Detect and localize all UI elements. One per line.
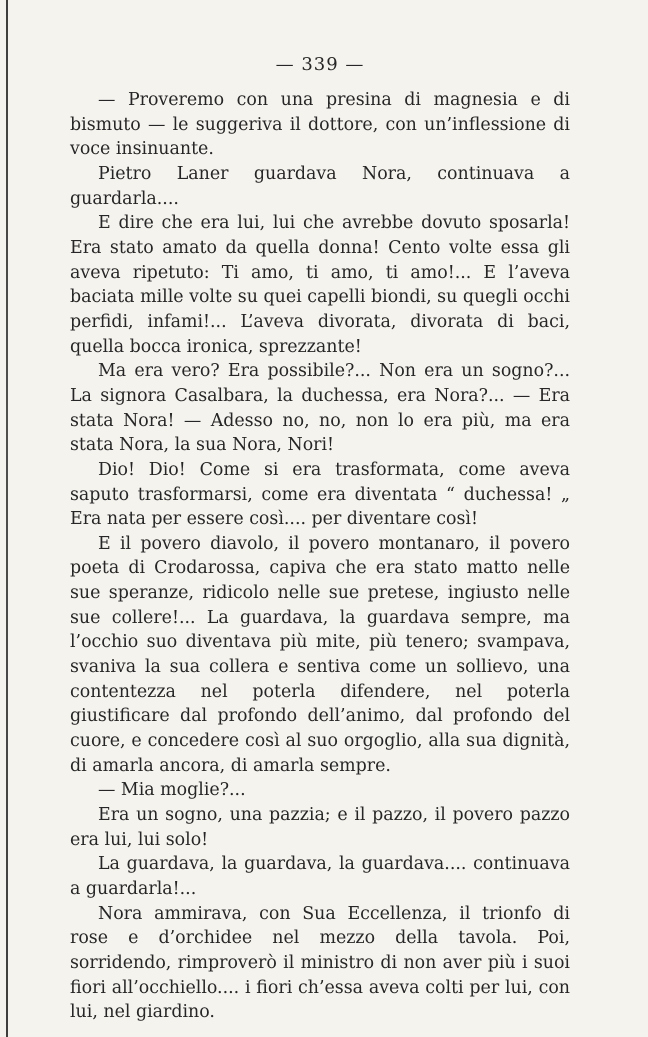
paragraph-1: — Proveremo con una presina di magnesia e di bismuto — le suggeriva il dottore, con un’inflessione di voce insinuante. bbox=[70, 90, 570, 160]
paragraph-6: E il povero diavolo, il povero montanaro, il povero poeta di Crodarossa, capiva che era stato matto nelle sue speranze, ridicolo nelle sue pretese, ingiusto nelle sue collere!... La guardava, la guardava sempre, ma l’occhio suo diventava più mite, più tenero; svampava, svaniva la sua collera e sentiva come un sollievo, una contentezza nel poterla difendere, nel poterla giustificare dal profondo dell’animo, dal profondo del cuore, e concedere così al suo orgoglio, alla sua dignità, di amarla ancora, di amarla sempre. bbox=[70, 533, 570, 776]
paragraph-5: Dio! Dio! Come si era trasformata, come aveva saputo trasformarsi, come era diventata “ duchessa! „ Era nata per essere così.... per diventare così! bbox=[70, 459, 570, 530]
paragraph-9: La guardava, la guardava, la guardava.... continuava a guardarla!... bbox=[70, 854, 570, 899]
paragraph-4: Ma era vero? Era possibile?... Non era un sogno?... La signora Casalbara, la duchessa, era Nora?... — Era stata Nora! — Adesso no, no, non lo era più, ma era stata Nora, la sua Nora, Nori! bbox=[70, 361, 570, 456]
paragraph-2: Pietro Laner guardava Nora, continuava a guardarla.... bbox=[70, 163, 570, 209]
paragraph-3: E dire che era lui, lui che avrebbe dovuto sposarla! Era stato amato da quella donna! Cento volte essa gli aveva ripetuto: Ti amo, ti amo, ti amo!... E l’aveva baciata mille volte su quei capelli biondi, su quegli occhi perfidi, infami!... L’aveva divorata, divorata di baci, quella bocca ironica, sprezzante! bbox=[70, 213, 570, 357]
paragraph-7: — Mia moglie?... bbox=[98, 780, 246, 801]
page-number: — 339 — bbox=[275, 54, 365, 75]
binding-edge bbox=[6, 0, 8, 1037]
text-block bbox=[70, 54, 570, 1025]
paragraph-10: Nora ammirava, con Sua Eccellenza, il trionfo di rose e d’orchidee nel mezzo della tavola. Poi, sorridendo, rimproverò il ministro di non aver più i suoi fiori all’occhiello.... i fiori ch’essa aveva colti per lui, con lui, nel giardino. bbox=[70, 903, 570, 1023]
paragraph-8: Era un sogno, una pazzia; e il pazzo, il povero pazzo era lui, lui solo! bbox=[70, 805, 570, 850]
